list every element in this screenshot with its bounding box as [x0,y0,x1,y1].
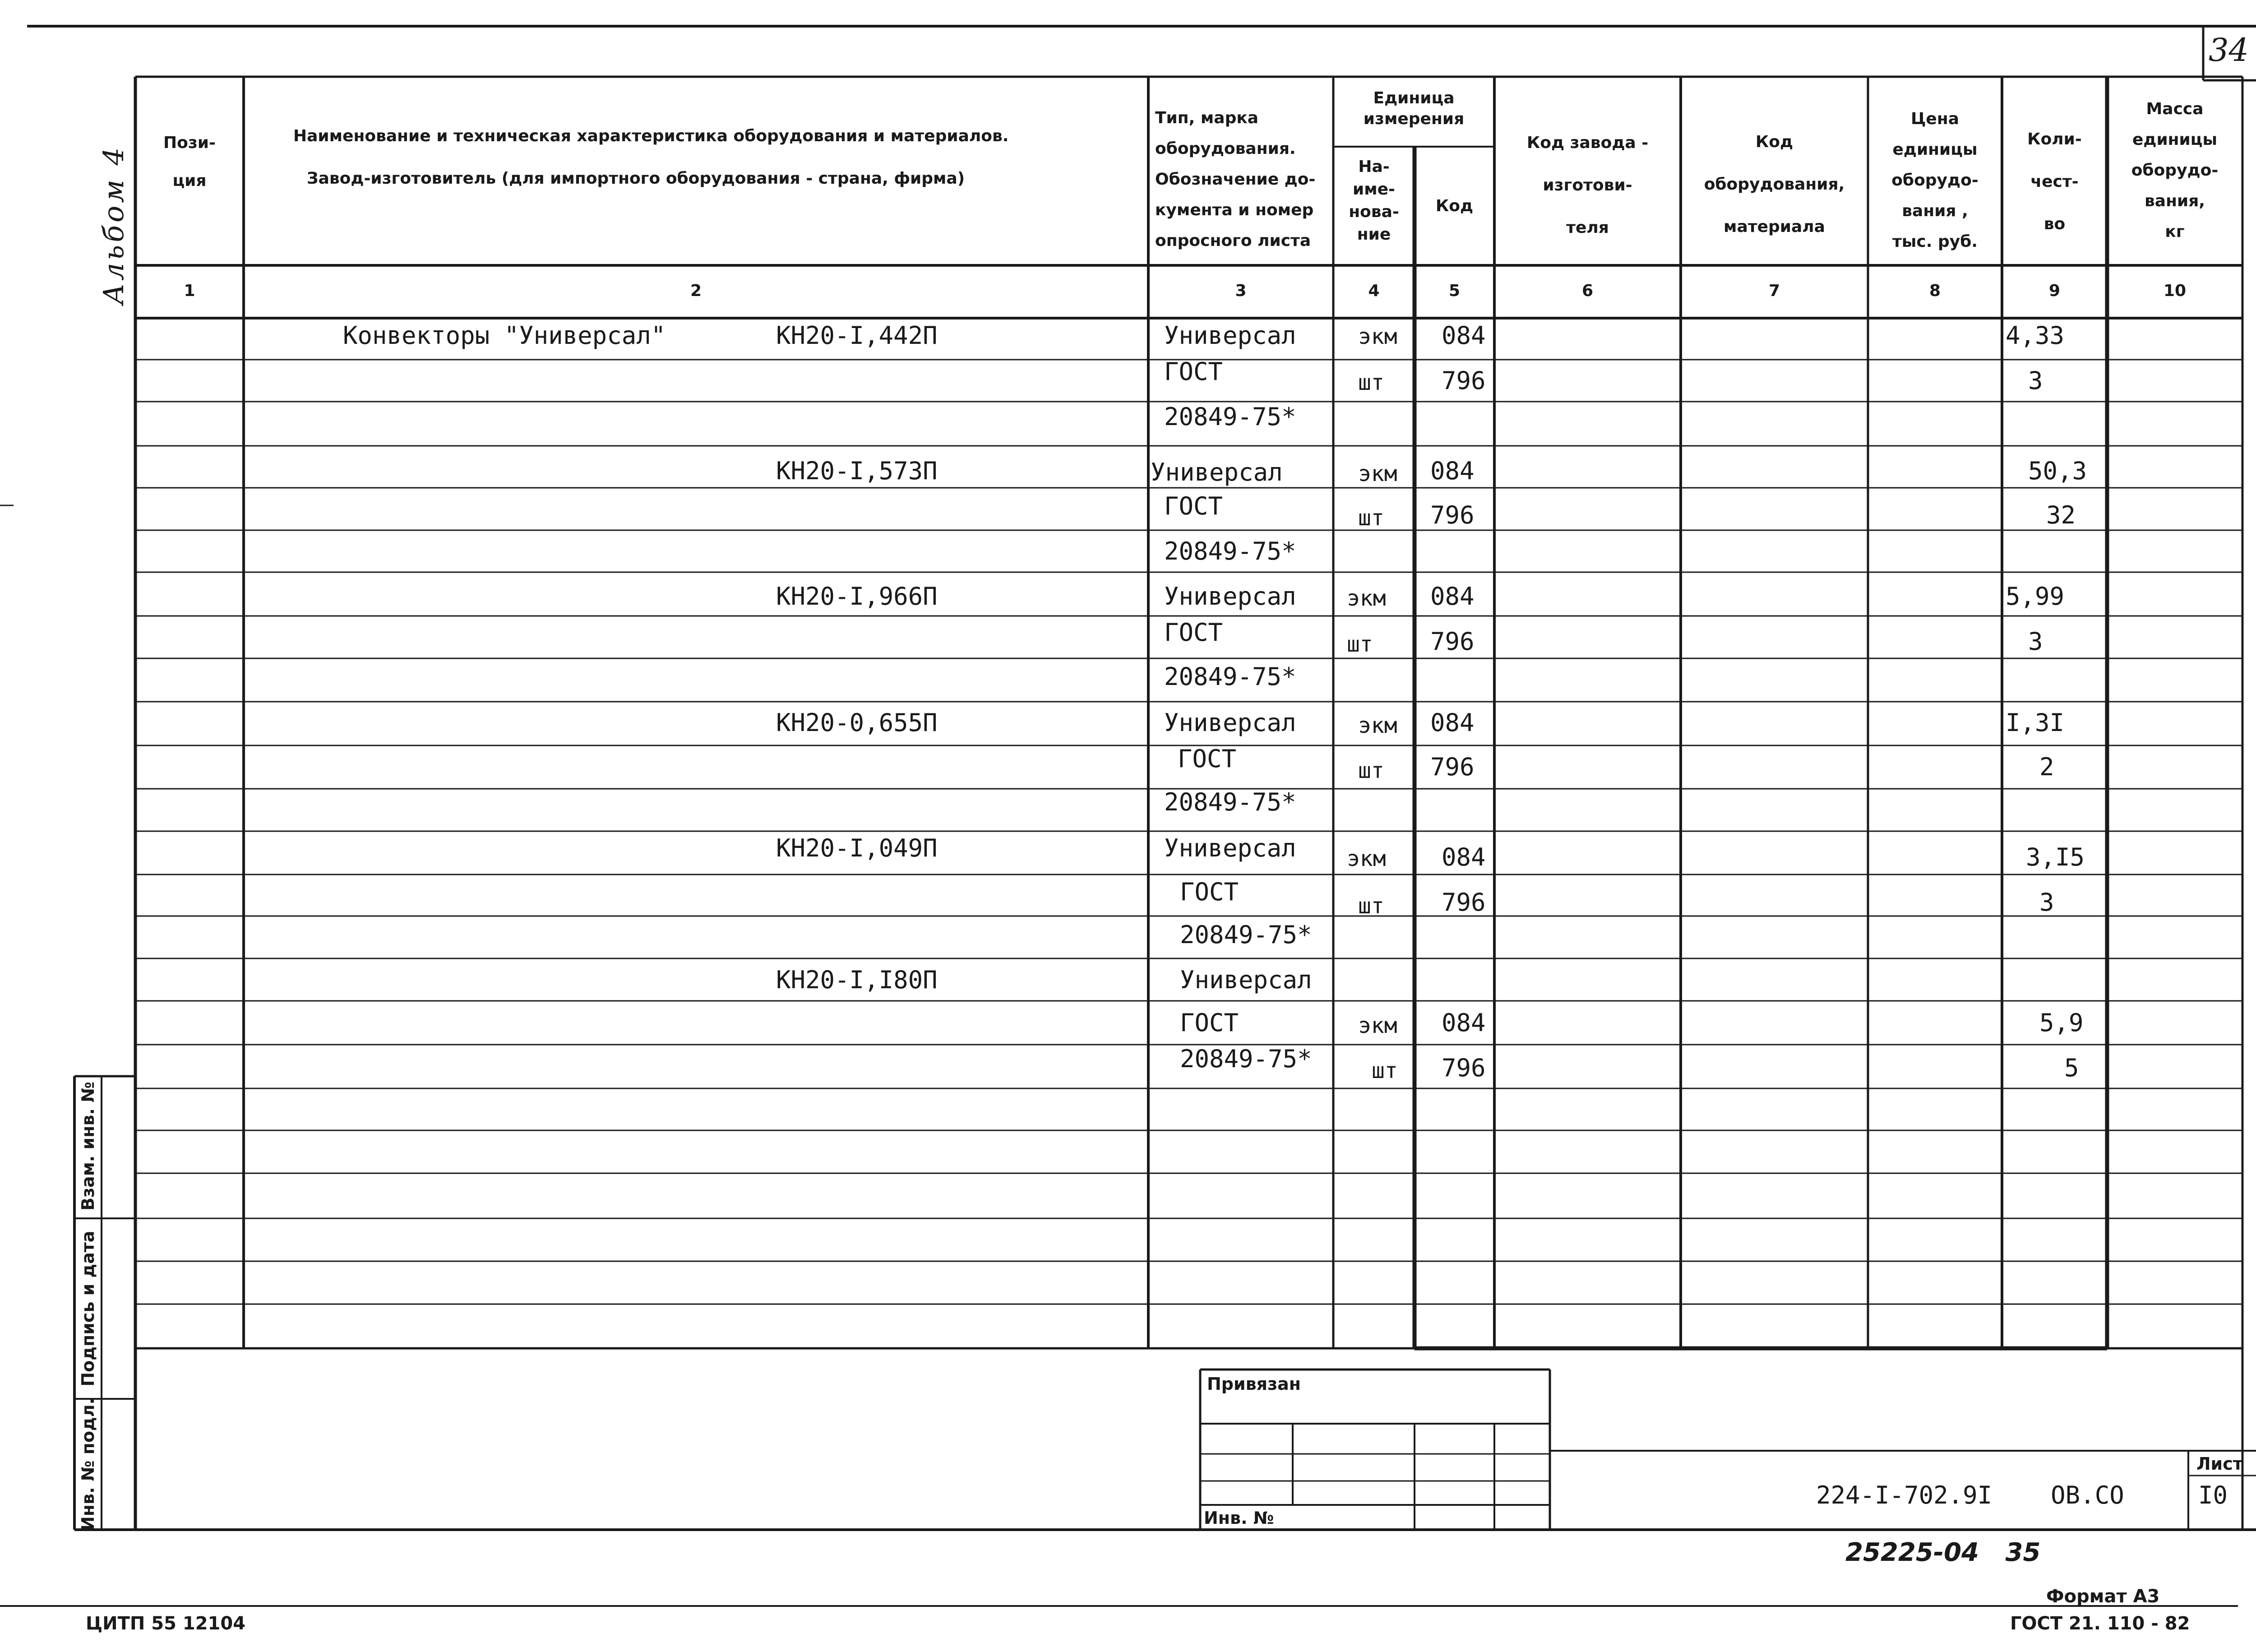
unit-qty: 3 [2039,888,2054,916]
item-mark: КН20-I,573П [776,457,938,485]
item-doc-line: Универсал [1164,321,1296,350]
side-stamp-signature-date: Подпись и дата [78,1231,98,1387]
item-mark: КН20-0,655П [776,708,938,737]
header-price: Цена единицы оборудо- вания , тыс. руб. [1891,110,1979,251]
unit-code: 796 [1430,501,1475,529]
item-doc-line: Универсал [1164,834,1296,862]
side-stamp-replacement-inv: Взам. инв. № [78,1082,98,1211]
unit-code: 084 [1430,708,1475,737]
unit-qty: 5,9 [2039,1009,2084,1037]
format-label: Формат А3 [2046,1586,2160,1607]
column-number: 4 [1368,282,1380,300]
unit-name: экм [1358,324,1397,349]
gost-footer: ГОСТ 21. 110 - 82 [2010,1613,2190,1634]
header-factory-code: Код завода - изготови- теля [1526,134,1649,237]
unit-qty: 2 [2039,753,2054,781]
item-mark: КН20-I,I80П [776,966,938,994]
unit-name: шт [1358,370,1384,395]
handwritten-registration-number: 25225-04 35 [1845,1538,2041,1567]
unit-code: 796 [1442,366,1486,395]
unit-code: 796 [1442,888,1486,916]
unit-name: шт [1372,1058,1398,1083]
footer-line [0,1604,2256,1609]
header-unit-group: Единица измерения [1363,89,1465,128]
item-doc-line: Универсал [1164,582,1296,611]
header-unit-name: На- име- нова- ние [1349,157,1399,244]
corner-sheet-number: 34 [2209,32,2249,69]
unit-qty: 3 [2028,627,2043,656]
unit-name: шт [1358,758,1384,783]
column-number: 10 [2163,282,2187,300]
unit-code: 084 [1442,321,1486,350]
unit-name: экм [1358,461,1397,486]
item-doc-line: ГОСТ [1164,357,1223,386]
unit-name: шт [1347,632,1373,657]
unit-qty: 5 [2064,1054,2079,1082]
item-doc-line: 20849-75* [1180,921,1312,949]
unit-qty: 32 [2046,501,2076,529]
unit-qty: 4,33 [2006,321,2065,350]
item-mark: КН20-I,966П [776,582,938,611]
item-doc-line: 20849-75* [1164,662,1296,691]
column-number: 2 [690,282,702,300]
unit-qty: I,3I [2006,708,2065,737]
column-number: 6 [1581,282,1594,300]
header-position: Пози- ция [163,134,216,190]
unit-code: 084 [1442,1009,1486,1037]
item-name: Конвекторы "Универсал" [343,321,666,350]
unit-code: 084 [1430,582,1475,611]
column-number: 1 [184,282,195,300]
item-mark: КН20-I,049П [776,834,938,862]
item-doc-line: ГОСТ [1180,1009,1239,1037]
header-quantity: Коли- чест- во [2027,130,2082,233]
stamp-sheet-number: I0 [2198,1481,2228,1509]
item-doc-line: ГОСТ [1178,745,1237,773]
header-unit-code: Код [1435,197,1474,215]
unit-qty: 5,99 [2006,582,2065,611]
item-doc-line: 20849-75* [1164,537,1296,565]
column-number: 5 [1448,282,1461,300]
header-equipment-code: Код оборудования, материала [1704,133,1845,236]
unit-name: шт [1358,505,1384,531]
item-doc-line: ГОСТ [1180,878,1239,906]
unit-name: экм [1347,846,1386,871]
unit-code: 796 [1430,627,1475,656]
column-number: 7 [1768,282,1780,300]
unit-qty: 3,I5 [2026,843,2085,871]
header-name: Наименование и техническая характеристика оборудования и материалов. Завод-изготовитель (для импортного оборудования - страна, фирма) [293,127,1009,188]
unit-qty: 3 [2028,366,2043,395]
side-stamp-original-inv: Инв. № подл. [78,1397,98,1531]
unit-name: экм [1347,586,1386,611]
item-doc-line: 20849-75* [1164,788,1296,816]
column-number: 8 [1929,282,1941,300]
item-doc-line: Универсал [1164,708,1296,737]
item-doc-line: Универсал [1180,966,1312,994]
unit-name: экм [1358,1013,1397,1038]
item-doc-line: 20849-75* [1180,1045,1312,1073]
stamp-bound-label: Привязан [1207,1374,1301,1394]
stamp-inv-label: Инв. № [1204,1508,1274,1528]
footer-print-code: ЦИТП 55 12104 [86,1613,246,1634]
document-designation: 224-I-702.9I ОВ.СО [1816,1481,2124,1509]
stamp-sheet-label: Лист [2196,1454,2243,1474]
item-mark: КН20-I,442П [776,321,938,350]
header-type: Тип, марка оборудования. Обозначение до- кумента и номер опросного листа [1155,109,1316,250]
column-number: 9 [2048,282,2061,300]
item-doc-line: 20849-75* [1164,403,1296,431]
unit-code: 796 [1430,753,1475,781]
unit-code: 084 [1442,843,1486,871]
album-label: Альбом 4 [97,145,130,305]
item-doc-line: ГОСТ [1164,618,1223,647]
unit-name: экм [1358,713,1397,738]
header-mass: Масса единицы оборудо- вания, кг [2131,100,2219,241]
item-doc-line: Универсал [1151,458,1283,486]
unit-code: 084 [1430,457,1475,485]
column-number: 3 [1235,282,1247,300]
unit-code: 796 [1442,1054,1486,1082]
item-doc-line: ГОСТ [1164,492,1223,520]
unit-name: шт [1358,893,1384,919]
unit-qty: 50,3 [2028,457,2087,485]
